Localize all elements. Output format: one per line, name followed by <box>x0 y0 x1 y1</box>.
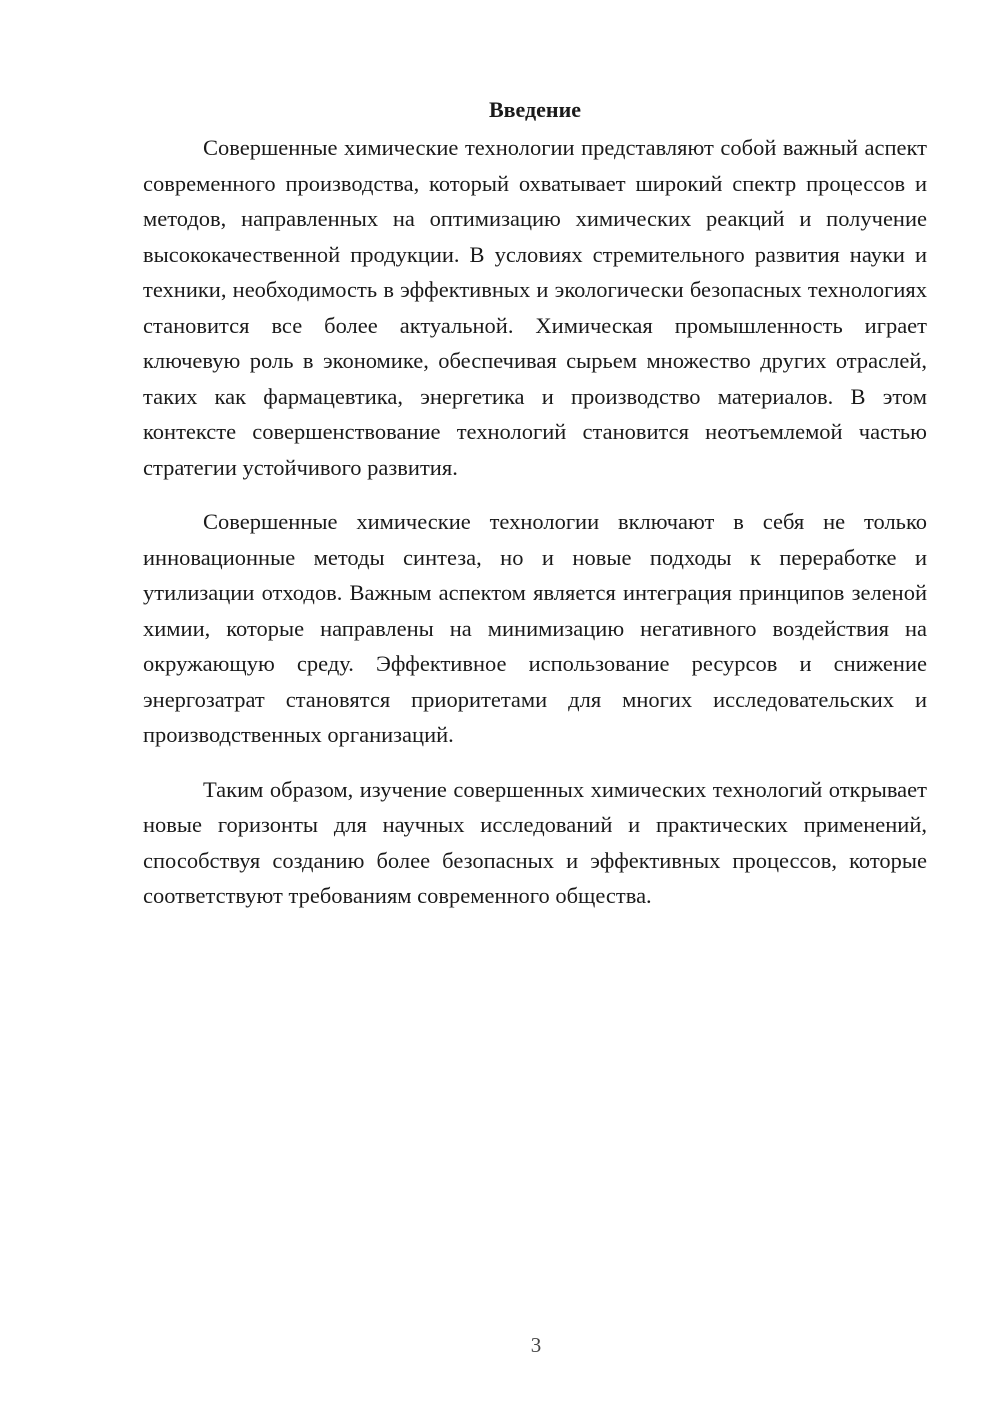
paragraph-1: Совершенные химические технологии представляют собой важный аспект современного производства, который охватывает широкий спектр процессов и методов, направленных на оптимизацию химических реакций и получение высококачественной продукции. В условиях стремительного развития науки и техники, необходимость в эффективных и экологически безопасных технологиях становится все более актуальной. Химическая промышленность играет ключевую роль в экономике, обеспечивая сырьем множество других отраслей, таких как фармацевтика, энергетика и производство материалов. В этом контексте совершенствование технологий становится неотъемлемой частью стратегии устойчивого развития. <box>143 135 927 480</box>
page-content <box>143 92 927 914</box>
paragraph-2: Совершенные химические технологии включают в себя не только инновационные методы синтеза, но и новые подходы к переработке и утилизации отходов. Важным аспектом является интеграция принципов зеленой химии, которые направлены на минимизацию негативного воздействия на окружающую среду. Эффективное использование ресурсов и снижение энергозатрат становятся приоритетами для многих исследовательских и производственных организаций. <box>143 509 927 747</box>
paragraph-3: Таким образом, изучение совершенных химических технологий открывает новые горизонты для научных исследований и практических применений, способствуя созданию более безопасных и эффективных процессов, которые соответствуют требованиям современного общества. <box>143 776 927 908</box>
page-number: 3 <box>530 1333 542 1357</box>
section-heading: Введение <box>488 97 582 122</box>
